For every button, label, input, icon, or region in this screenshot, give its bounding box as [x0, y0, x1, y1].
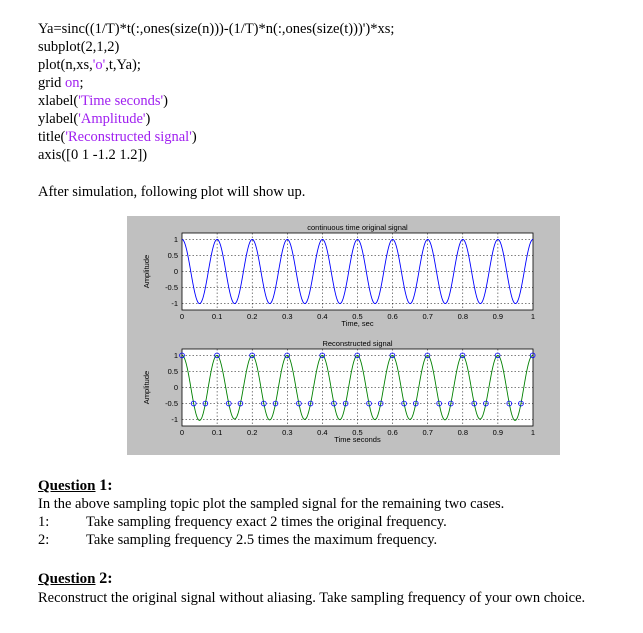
x-tick-label: 0.2 [246, 312, 258, 321]
x-tick-label: 0 [179, 312, 185, 321]
x-tick-label: 0.8 [457, 428, 469, 437]
x-tick-label: 0.1 [211, 428, 223, 437]
x-tick-label: 0.6 [387, 428, 398, 437]
figure-svg [127, 216, 560, 455]
list-item-text: Take sampling frequency 2.5 times the maximum frequency. [86, 532, 438, 548]
question-1-list [38, 513, 447, 549]
x-tick-label: 0.9 [492, 428, 504, 437]
code-text: ) [191, 129, 197, 145]
list-item-text: Take sampling frequency exact 2 times the original frequency. [86, 514, 447, 530]
code-line [38, 128, 394, 146]
x-axis-label: Time, sec [341, 319, 374, 328]
code-text: plot(n,xs, [38, 57, 93, 73]
chart-title: continuous time original signal [307, 223, 408, 232]
y-tick-label: 0 [173, 383, 178, 392]
code-text: ) [145, 111, 151, 127]
y-tick-label: 1 [173, 350, 178, 360]
code-text: subplot(2,1,2) [38, 39, 120, 55]
question-1-text: In the above sampling topic plot the sampled signal for the remaining two cases. [38, 496, 505, 512]
x-tick-label: 0.5 [352, 428, 363, 437]
x-tick-label: 0.5 [352, 312, 363, 321]
code-string: 'Reconstructed signal' [65, 129, 192, 145]
y-tick-label: -1 [171, 299, 178, 309]
y-tick-label: -1 [171, 415, 178, 425]
code-text: ,t,Ya); [105, 57, 141, 73]
x-tick-label: 0.8 [457, 312, 469, 321]
question-1-label: Question [38, 478, 96, 494]
x-tick-label: 0.3 [282, 312, 293, 321]
x-tick-label: 0.1 [211, 312, 223, 321]
x-tick-label: 0.7 [422, 312, 433, 321]
code-text: ) [163, 93, 168, 109]
code-text: xlabel( [38, 93, 79, 109]
code-text: ylabel( [38, 111, 79, 127]
code-text: grid [38, 75, 65, 91]
code-line [38, 38, 394, 56]
question-1-number: 1: [99, 477, 113, 494]
y-axis-label: Amplitude [142, 254, 151, 289]
chart-title: Reconstructed signal [322, 339, 393, 348]
y-tick-label: -0.5 [165, 399, 178, 409]
question-2-text: Reconstruct the original signal without aliasing. Take sampling frequency of your own choice. [38, 590, 586, 606]
code-text: ; [79, 75, 84, 91]
question-2-heading [38, 570, 113, 588]
x-tick-label: 0.4 [317, 428, 328, 437]
code-string: 'Time seconds' [78, 93, 164, 109]
y-tick-label: -0.5 [165, 283, 178, 293]
y-axis-label: Amplitude [142, 370, 151, 405]
y-tick-label: 0.5 [167, 250, 178, 260]
code-line [38, 146, 394, 164]
x-tick-label: 0.4 [317, 312, 328, 321]
after-simulation-text: After simulation, following plot will show up. [38, 184, 306, 200]
matlab-figure [127, 216, 560, 455]
list-item-number: 1: [38, 514, 50, 530]
code-line [38, 20, 394, 38]
y-tick-label: 0.5 [167, 366, 178, 376]
list-item [38, 531, 447, 549]
x-axis-label: Time seconds [334, 435, 381, 444]
question-1-heading [38, 477, 113, 495]
x-tick-label: 1 [530, 312, 536, 321]
code-text: title( [38, 129, 66, 145]
list-item [38, 513, 447, 531]
x-tick-label: 0.2 [246, 428, 258, 437]
question-2-label: Question [38, 571, 96, 587]
y-tick-label: 1 [173, 234, 178, 244]
code-line [38, 74, 394, 92]
x-tick-label: 1 [530, 428, 536, 437]
list-item-number: 2: [38, 532, 50, 548]
x-tick-label: 0.6 [387, 312, 398, 321]
code-line [38, 56, 394, 74]
code-line [38, 110, 394, 128]
code-text: Ya=sinc((1/T)*t(:,ones(size(n)))-(1/T)*n(:,ones(size(t)))')*xs; [38, 21, 395, 37]
x-tick-label: 0.3 [282, 428, 293, 437]
code-string: 'Amplitude' [78, 111, 146, 127]
x-tick-label: 0.9 [492, 312, 504, 321]
question-2-number: 2: [99, 570, 113, 587]
matlab-code-block [38, 20, 394, 164]
y-tick-label: 0 [173, 267, 178, 276]
code-string: on [64, 75, 80, 91]
x-tick-label: 0 [179, 428, 185, 437]
code-line [38, 92, 394, 110]
x-tick-label: 0.7 [422, 428, 433, 437]
code-string: 'o' [92, 57, 106, 73]
code-text: axis([0 1 -1.2 1.2]) [38, 147, 148, 163]
